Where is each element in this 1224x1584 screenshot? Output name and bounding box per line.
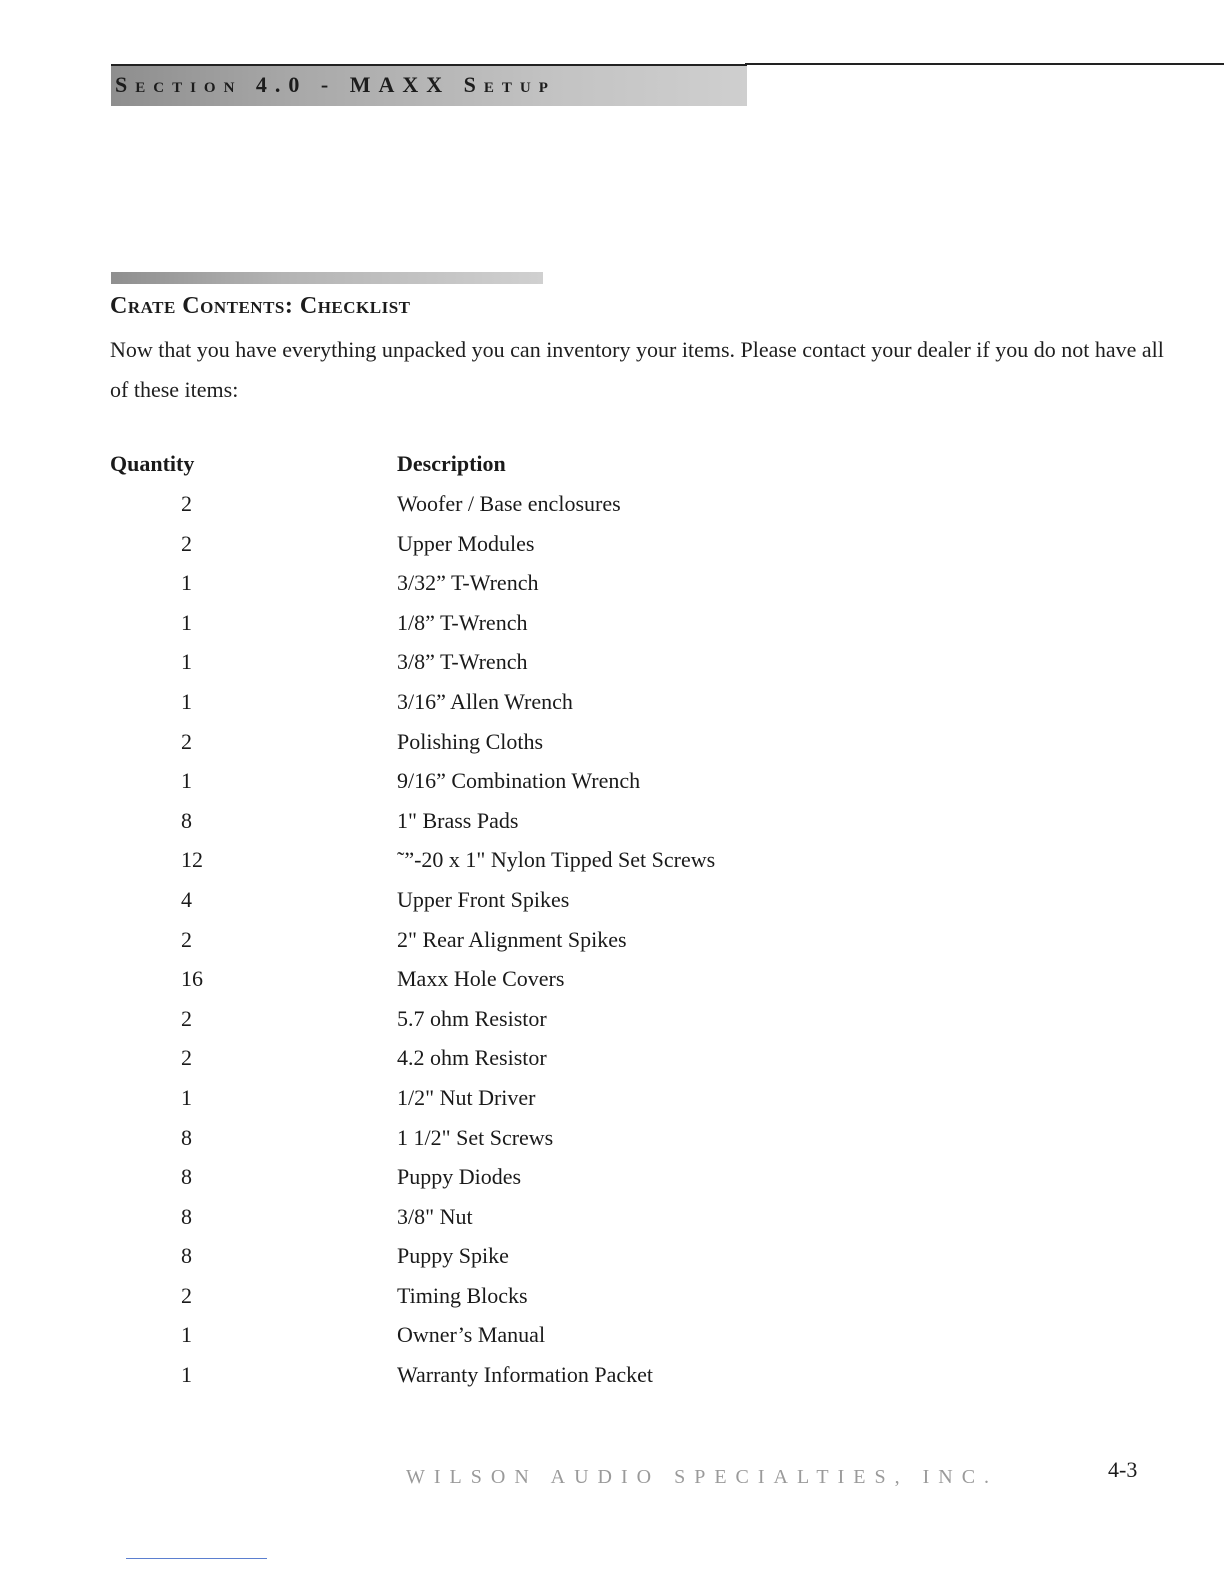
quantity-cell: 1 [181,768,192,794]
description-cell: ˜”-20 x 1" Nylon Tipped Set Screws [397,847,716,873]
description-cell: Timing Blocks [397,1282,528,1308]
description-header: Description [397,451,506,476]
table-row [110,487,910,527]
quantity-cell: 8 [181,1243,192,1269]
quantity-cell: 1 [181,1362,192,1388]
description-cell: Warranty Information Packet [397,1362,654,1388]
description-cell: Upper Front Spikes [397,886,570,912]
description-cell: 4.2 ohm Resistor [397,1045,547,1071]
quantity-cell: 2 [181,1005,192,1031]
table-row [110,685,910,725]
description-cell: 1 1/2" Set Screws [397,1124,554,1150]
quantity-cell: 8 [181,807,192,833]
table-row [110,527,910,567]
quantity-cell: 2 [181,926,192,952]
quantity-cell: 1 [181,649,192,675]
description-cell: Woofer / Base enclosures [397,491,621,516]
description-cell: 5.7 ohm Resistor [397,1005,547,1031]
quantity-cell: 1 [181,1084,192,1110]
description-cell: 1/8” T-Wrench [397,609,528,635]
table-header [110,451,910,487]
bottom-rule [126,1558,267,1559]
description-cell: Polishing Cloths [397,728,544,754]
quantity-cell: 12 [181,847,203,873]
quantity-cell: 1 [181,609,192,635]
table-row [110,1002,910,1042]
quantity-header: Quantity [110,451,195,476]
quantity-cell: 2 [181,530,192,556]
description-cell: 2" Rear Alignment Spikes [397,926,627,952]
table-row [110,566,910,606]
table-row [110,606,910,646]
description-cell: 3/8" Nut [397,1203,473,1229]
quantity-cell: 8 [181,1164,192,1190]
quantity-cell: 2 [181,1282,192,1308]
table-row [110,883,910,923]
quantity-cell: 4 [181,886,192,912]
quantity-cell: 2 [181,1045,192,1071]
table-rows [110,487,910,1398]
section-heading: Crate Contents: Checklist [110,293,411,319]
top-rule [745,63,1224,65]
description-cell: 1/2" Nut Driver [397,1084,536,1110]
table-row [110,1318,910,1358]
table-row [110,804,910,844]
quantity-cell: 2 [181,491,192,516]
table-row [110,1160,910,1200]
quantity-cell: 1 [181,1322,192,1348]
quantity-cell: 2 [181,728,192,754]
description-cell: Owner’s Manual [397,1322,546,1348]
description-cell: Puppy Spike [397,1243,509,1269]
description-cell: Maxx Hole Covers [397,966,565,992]
table-row [110,843,910,883]
table-row [110,1081,910,1121]
quantity-cell: 1 [181,570,192,596]
table-row [110,1239,910,1279]
table-row [110,1279,910,1319]
footer-company: WILSON AUDIO SPECIALTIES, INC. [406,1466,999,1488]
table-row [110,923,910,963]
description-cell: 1" Brass Pads [397,807,519,833]
intro-paragraph: Now that you have everything unpacked you can inventory your items. Please contact your dealer if you do not have all of these items: [110,337,1164,402]
table-row [110,645,910,685]
description-cell: 3/8” T-Wrench [397,649,528,675]
description-cell: 9/16” Combination Wrench [397,768,641,794]
table-row [110,764,910,804]
description-cell: 3/16” Allen Wrench [397,688,573,714]
table-row [110,1121,910,1161]
quantity-cell: 16 [181,966,203,992]
description-cell: Upper Modules [397,530,535,556]
table-row [110,1358,910,1398]
page-number: 4-3 [1108,1457,1138,1482]
section-banner [111,64,747,106]
table-row [110,1200,910,1240]
quantity-cell: 1 [181,688,192,714]
checklist-table [110,451,910,1398]
table-row [110,962,910,1002]
table-row [110,1041,910,1081]
table-row [110,725,910,765]
description-cell: Puppy Diodes [397,1164,522,1190]
section-title: Section 4.0 - MAXX Setup [115,72,556,97]
description-cell: 3/32” T-Wrench [397,570,539,596]
quantity-cell: 8 [181,1203,192,1229]
quantity-cell: 8 [181,1124,192,1150]
heading-bar [111,272,543,284]
